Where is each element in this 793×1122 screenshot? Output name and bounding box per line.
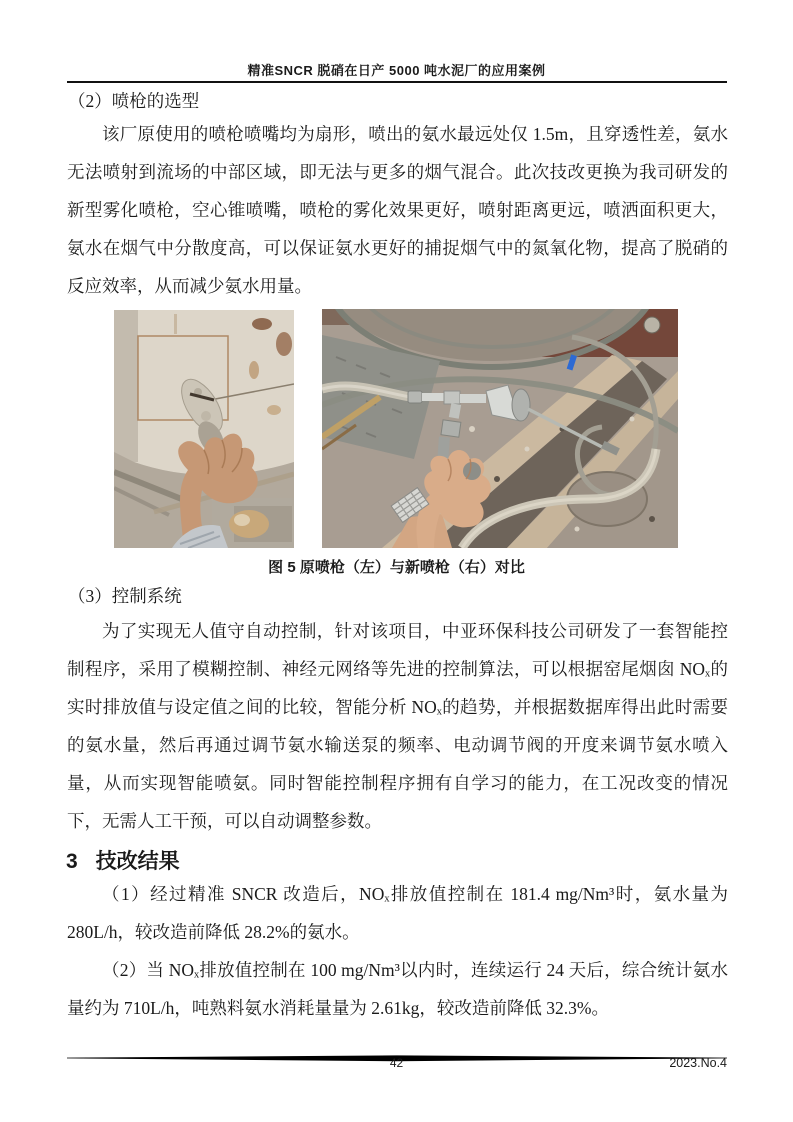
old-spray-gun-illustration [114,310,294,548]
header-rule [67,81,727,83]
figure5-caption: 图 5 原喷枪（左）与新喷枪（右）对比 [268,559,525,576]
paragraph-result-1: （1）经过精准 SNCR 改造后，NOₓ排放值控制在 181.4 mg/Nm³时，氨水量为 280L/h，较改造前降低 28.2%的氨水。 [67,884,728,942]
figure5-old-spray-gun-photo [114,310,294,548]
running-header-title: 精准SNCR 脱硝在日产 5000 吨水泥厂的应用案例 [247,63,546,78]
new-spray-gun-illustration [322,309,678,548]
chapter-title: 技改结果 [95,850,180,873]
section-heading-control-system: （3）控制系统 [68,586,182,606]
chapter-heading-results [66,845,180,875]
footer-page-number: 42 [389,1056,404,1070]
figure5-new-spray-gun-photo [322,309,678,548]
paragraph-control-system: 为了实现无人值守自动控制，针对该项目，中亚环保科技公司研发了一套智能控制程序，采用了模糊控制、神经元网络等先进的控制算法，可以根据窑尾烟囱 NOₓ的实时排放值与设定值之间的比较，智能分析 NOₓ的趋势，并根据数据库得出此时需要的氨水量，然后再通过调节氨水输送泵的频率、电动调节阀的开度来调节氨水喷入量，从而实现智能喷氨。同时智能控制程序拥有自学习的能力，在工况改变的情况下，无需人工干预，可以自动调整参数。 [67,621,728,831]
footer-rule [67,1049,727,1056]
paragraph-result-2: （2）当 NOₓ排放值控制在 100 mg/Nm³以内时，连续运行 24 天后，综合统计氨水量约为 710L/h，吨熟料氨水消耗量量为 2.61kg，较改造前降低 32.3%。 [67,960,728,1018]
paragraph-nozzle-selection: 该厂原使用的喷枪喷嘴均为扇形，喷出的氨水最远处仅 1.5m，且穿透性差，氨水无法喷射到流场的中部区域，即无法与更多的烟气混合。此次技改更换为我司研发的新型雾化喷枪，空心锥喷嘴，喷枪的雾化效果更好，喷射距离更远，喷洒面积更大，氨水在烟气中分散度高，可以保证氨水更好的捕捉烟气中的氮氧化物，提高了脱硝的反应效率，从而减少氨水用量。 [67,124,728,296]
section-heading-nozzle-selection: （2）喷枪的选型 [68,91,200,111]
footer-issue-number: 2023.No.4 [669,1056,727,1070]
chapter-number: 3 [66,850,78,873]
